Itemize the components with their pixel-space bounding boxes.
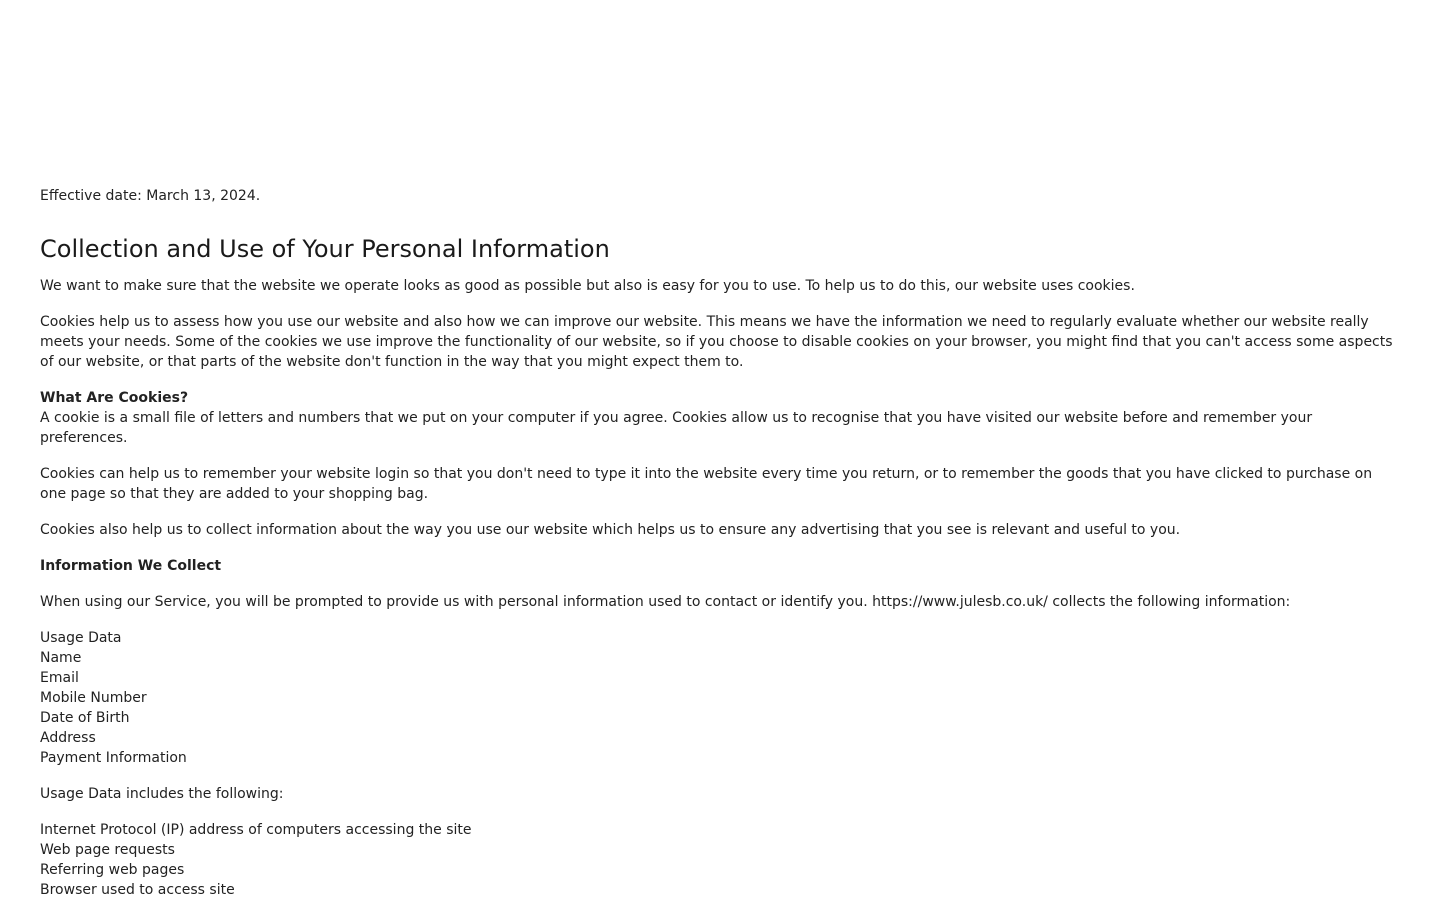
list-item: Referring web pages: [40, 862, 185, 878]
list-item: Mobile Number: [40, 690, 147, 706]
what-are-cookies-title: What Are Cookies?: [40, 390, 189, 406]
what-are-cookies-paragraph: A cookie is a small file of letters and numbers that we put on your computer if you agree. Cookies allow us to recognise that you have visited our website before and remember your preferences.: [40, 410, 1313, 446]
what-are-cookies-heading: [40, 388, 1400, 408]
list-item: Date of Birth: [40, 710, 130, 726]
usage-intro-paragraph: Usage Data includes the following:: [40, 786, 284, 802]
policy-content: [40, 186, 1400, 898]
intro-paragraph: We want to make sure that the website we operate looks as good as possible but also is easy for you to use. To help us to do this, our website uses cookies.: [40, 278, 1135, 294]
list-item: Address: [40, 730, 96, 746]
information-we-collect-heading: [40, 556, 1400, 576]
advertising-paragraph: Cookies also help us to collect information about the way you use our website which helps us to ensure any advertising that you see is relevant and useful to you.: [40, 522, 1181, 538]
login-paragraph: Cookies can help us to remember your website login so that you don't need to type it into the website every time you return, or to remember the goods that you have clicked to purchase on one page so that they are added to your shopping bag.: [40, 466, 1373, 502]
information-we-collect-title: Information We Collect: [40, 558, 222, 574]
list-item: Usage Data: [40, 630, 122, 646]
collect-paragraph: When using our Service, you will be prompted to provide us with personal information used to contact or identify you. https://www.julesb.co.uk/ collects the following information:: [40, 594, 1291, 610]
effective-date: Effective date: March 13, 2024.: [40, 188, 261, 204]
policy-body: [40, 276, 1400, 916]
list-item: Web page requests: [40, 842, 175, 858]
list-item: Internet Protocol (IP) address of computers accessing the site: [40, 822, 472, 838]
usage-items-list: [40, 820, 1400, 900]
list-item: Email: [40, 670, 79, 686]
collected-items-list: [40, 628, 1400, 768]
assess-paragraph: Cookies help us to assess how you use our website and also how we can improve our website. This means we have the information we need to regularly evaluate whether our website really meets your needs. Some of the cookies we use improve the functionality of our website, so if you choose to disable cookies on your browser, you might find that you can't access some aspects of our website, or that parts of the website don't function in the way that you might expect them to.: [40, 314, 1393, 370]
list-item: Name: [40, 650, 82, 666]
page-title: Collection and Use of Your Personal Information: [40, 235, 610, 263]
list-item: Browser used to access site: [40, 882, 235, 898]
list-item: Payment Information: [40, 750, 187, 766]
